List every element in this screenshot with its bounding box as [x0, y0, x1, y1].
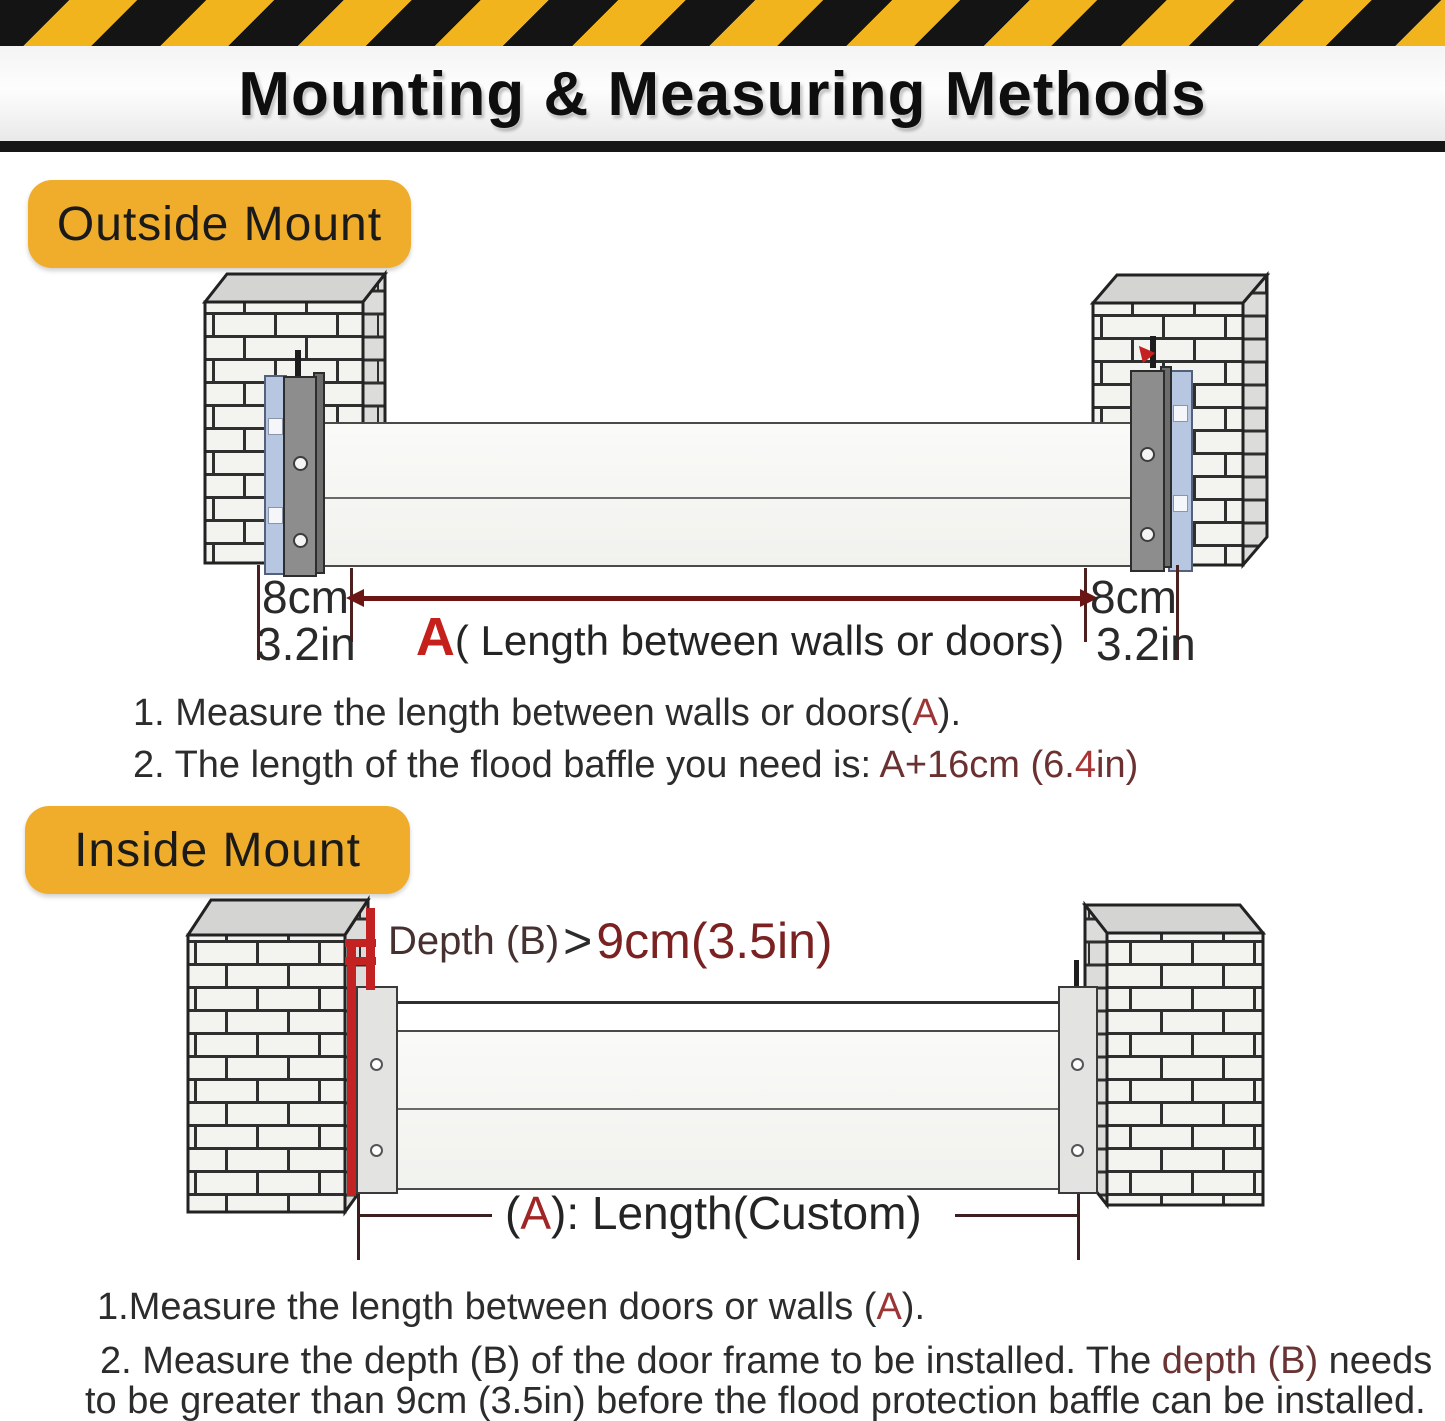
- outside-step-2: 2. The length of the flood baffle you need is: A+16cm (6.4in): [133, 744, 1139, 786]
- double-arrow-line: [357, 596, 1084, 601]
- flood-barrier-panels-inside: [393, 1030, 1066, 1190]
- screw-hole: [1140, 527, 1155, 542]
- inside-step-3: to be greater than 9cm (3.5in) before the flood protection baffle can be installed.: [85, 1380, 1426, 1421]
- depth-indicator-red: [345, 939, 376, 947]
- channel-bracket-outside-left: [283, 376, 317, 577]
- inside-mount-badge: [25, 806, 410, 894]
- hazard-tape: [0, 0, 1445, 46]
- label-A: A: [415, 607, 455, 667]
- screw-hole: [1071, 1058, 1084, 1071]
- measure-32in-left: 3.2in: [256, 618, 356, 670]
- outside-mount-badge: [28, 180, 411, 268]
- screw-hole: [1140, 447, 1155, 462]
- flood-barrier-panels-outside: [322, 422, 1136, 567]
- length-measure-line: [955, 1214, 1080, 1217]
- screw-hole: [293, 533, 308, 548]
- locking-pin: [295, 350, 301, 378]
- measure-tick: [357, 1190, 360, 1260]
- banner-divider: [0, 141, 1445, 152]
- screw-hole: [370, 1058, 383, 1071]
- barrier-panel-divider: [324, 497, 1134, 499]
- channel-bracket-inside-right: [1058, 986, 1098, 1194]
- screw-hole: [1071, 1144, 1084, 1157]
- measure-8cm-left: 8cm: [262, 571, 349, 623]
- top-rail-line: [393, 1001, 1062, 1004]
- seal-clip: [1173, 405, 1188, 422]
- barrier-panel-divider: [395, 1108, 1064, 1110]
- screw-hole: [293, 456, 308, 471]
- measure-tick: [1077, 1190, 1080, 1260]
- channel-bracket-inside-left: [356, 986, 398, 1194]
- inside-step-2: 2. Measure the depth (B) of the door frame to be installed. The depth (B) needs: [100, 1340, 1433, 1382]
- badge-label: Inside Mount: [74, 823, 361, 877]
- title-band: [0, 46, 1445, 142]
- inside-step-1: 1.Measure the length between doors or walls (A).: [97, 1286, 926, 1328]
- depth-indicator-red: [366, 908, 375, 990]
- channel-bracket-outside-right: [1130, 370, 1165, 572]
- outside-step-1: 1. Measure the length between walls or doors(A).: [133, 692, 962, 734]
- depth-indicator-red: [347, 944, 356, 1196]
- screw-hole: [370, 1144, 383, 1157]
- seal-clip: [1173, 495, 1188, 512]
- depth-indicator-red: [345, 957, 376, 965]
- seal-clip: [268, 507, 283, 524]
- seal-clip: [268, 418, 283, 435]
- depth-label: Depth (B) > 9cm(3.5in): [388, 913, 833, 969]
- length-custom-label: (A): Length(Custom): [505, 1187, 922, 1239]
- length-measure-line: [360, 1214, 492, 1217]
- badge-label: Outside Mount: [56, 197, 383, 251]
- page-title: Mounting & Measuring Methods: [238, 59, 1207, 129]
- measure-8cm-right: 8cm: [1090, 571, 1177, 623]
- measure-32in-right: 3.2in: [1096, 618, 1196, 670]
- length-between-walls-label: A( Length between walls or doors): [415, 607, 1065, 667]
